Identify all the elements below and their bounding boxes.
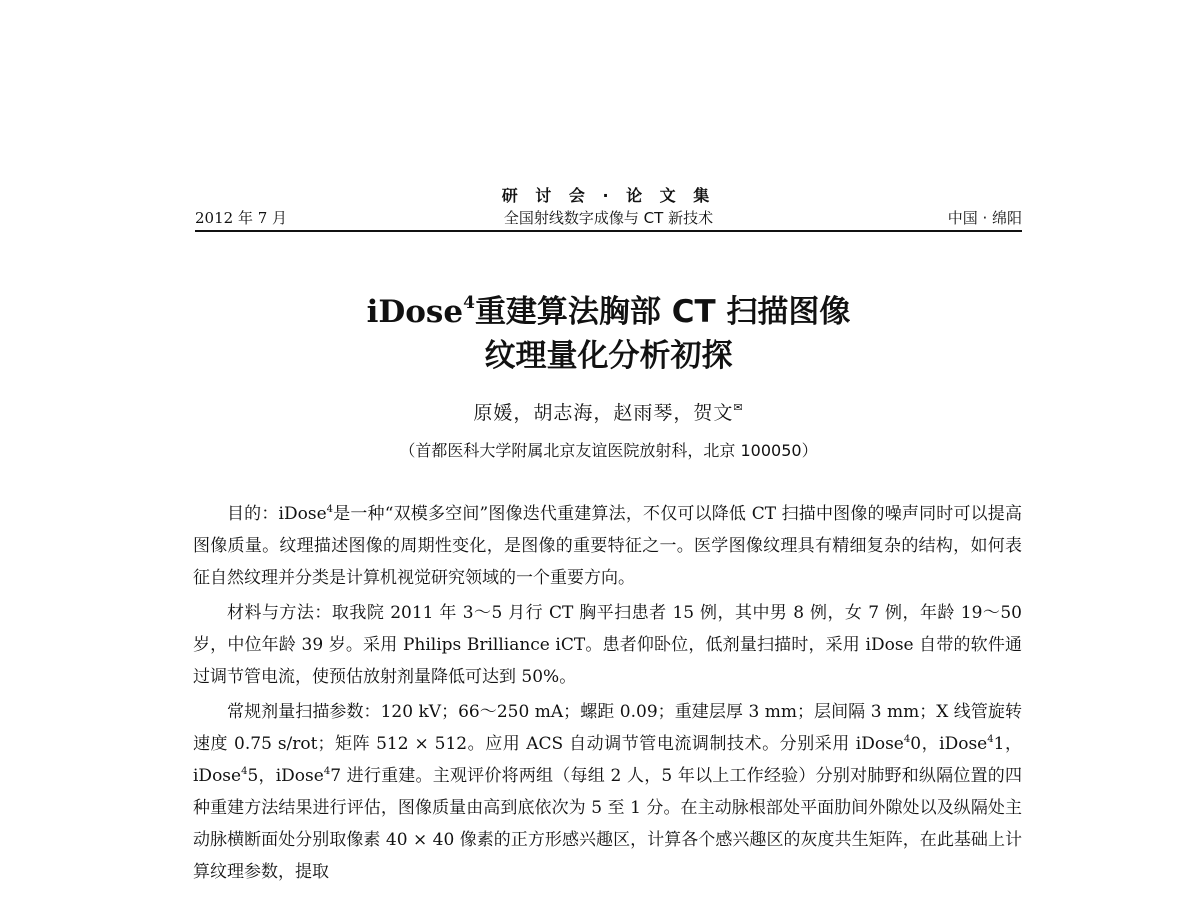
corresponding-mark: ✉	[733, 401, 744, 414]
p3-sup-1: 4	[903, 734, 911, 745]
affiliation: （首都医科大学附属北京友谊医院放射科，北京 100050）	[399, 441, 818, 460]
header-date: 2012 年 7 月	[195, 209, 288, 227]
p1-idose: iDose	[278, 504, 327, 524]
p3-level-3: 5，	[247, 766, 276, 786]
p3-level-4: 7	[330, 766, 342, 786]
paragraph-methods	[193, 597, 1022, 693]
p1-text: 是一种“双模多空间”图像迭代重建算法，不仅可以降低 CT 扫描中图像的噪声同时可以提高图像质量。纹理描述图像的周期性变化，是图像的重要特征之一。医学图像纹理具有精细复杂的结构，如何表征自然纹理并分类是计算机视觉研究领域的一个重要方向。	[193, 504, 1022, 588]
p3-level-1: 0，	[910, 734, 940, 754]
lead-objective: 目的：	[227, 504, 279, 524]
conference-title: 研 讨 会 · 论 文 集	[501, 186, 716, 205]
p3-sup-2: 4	[987, 734, 994, 745]
title-line-1	[195, 290, 1022, 334]
authors	[195, 398, 1022, 425]
p3-text-a: 常规剂量扫描参数：120 kV；66～250 mA；螺距 0.09；重建层厚 3 mm；层间隔 3 mm；X 线管旋转速度 0.75 s/rot；矩阵 512 × 512。应用 ACS 自动调节管电流调制技术。分别采用	[193, 702, 1022, 754]
p3-sup-4: 4	[323, 766, 331, 777]
paragraph-objective	[193, 498, 1022, 594]
p1-sup: 4	[326, 504, 334, 515]
p3-idose-4: iDose	[275, 766, 324, 786]
author-list: 原媛，胡志海，赵雨琴，贺文	[473, 402, 734, 424]
p3-level-2: 1，	[993, 734, 1022, 754]
p2-text: 取我院 2011 年 3～5 月行 CT 胸平扫患者 15 例，其中男 8 例，女 7 例，年龄 19～50 岁，中位年龄 39 岁。采用 Philips Brilliance iCT。患者仰卧位，低剂量扫描时，采用 iDose 自带的软件通过调节管电流，使预估放射剂量降低可达到 50%。	[193, 603, 1022, 687]
title-line-2: 纹理量化分析初探	[484, 338, 733, 374]
p3-idose-2: iDose	[939, 734, 988, 754]
lead-methods: 材料与方法：	[227, 603, 332, 623]
title-idose: iDose	[366, 294, 464, 330]
running-header	[195, 183, 1022, 233]
p3-sup-3: 4	[241, 766, 248, 777]
paragraph-parameters	[193, 696, 1022, 888]
title-superscript: 4	[463, 293, 475, 313]
p3-idose-3: iDose	[193, 766, 242, 786]
conference-subtitle: 全国射线数字成像与 CT 新技术	[503, 209, 714, 227]
header-rule	[195, 230, 1022, 232]
p3-idose-1: iDose	[855, 734, 904, 754]
abstract-body	[193, 498, 1022, 891]
title-line-1-rest: 重建算法胸部 CT 扫描图像	[474, 294, 851, 330]
paper-title	[195, 290, 1022, 378]
p3-text-b: 进行重建。主观评价将两组（每组 2 人，5 年以上工作经验）分别对肺野和纵隔位置的四种重建方法结果进行评估，图像质量由高到底依次为 5 至 1 分。在主动脉根部处平面肋间外隙处以及纵隔处主动脉横断面处分别取像素 40 × 40 像素的正方形感兴趣区，计算各个感兴趣区的灰度共生矩阵，在此基础上计算纹理参数，提取	[193, 766, 1022, 882]
header-location: 中国 · 绵阳	[947, 209, 1022, 227]
